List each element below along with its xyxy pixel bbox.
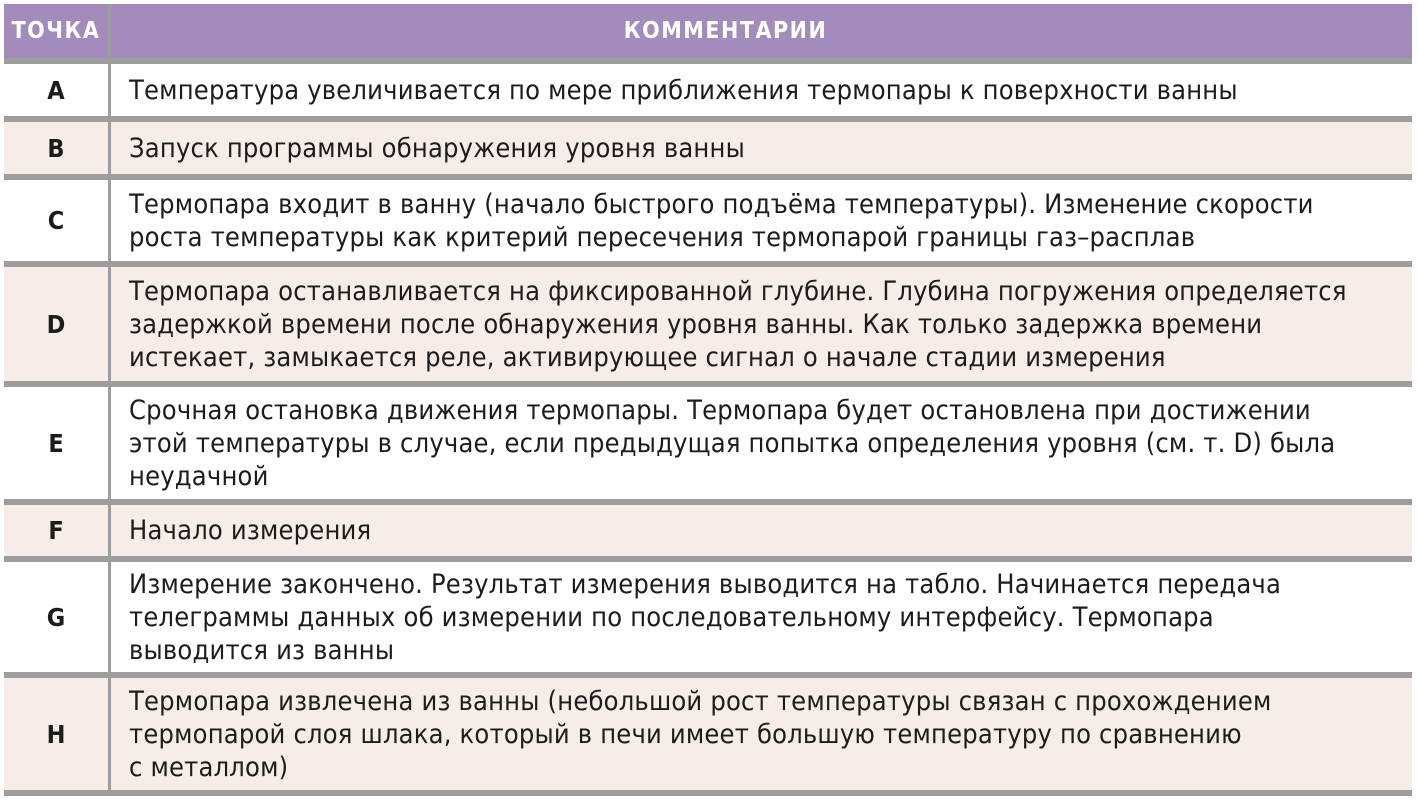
comment-text: Температура увеличивается по мере приближения термопары к поверхности ванны — [129, 74, 1238, 106]
point-label: F — [4, 505, 111, 556]
header-point: ТОЧКА — [4, 4, 111, 58]
point-label: C — [4, 180, 111, 261]
table-row — [4, 387, 1412, 505]
point-label: D — [4, 267, 111, 381]
comment-cell — [111, 122, 1412, 174]
comment-cell — [111, 180, 1412, 261]
comment-cell — [111, 267, 1412, 381]
point-label: B — [4, 122, 111, 174]
point-label: A — [4, 64, 111, 116]
comment-text: Срочная остановка движения термопары. Термопара будет остановлена при достижении этой температуры в случае, если предыдущая попытка определения уровня (см. т. D) была неудачной — [129, 394, 1336, 492]
table-row — [4, 505, 1412, 562]
comment-text: Начало измерения — [129, 515, 372, 546]
comment-text: Запуск программы обнаружения уровня ванны — [129, 132, 745, 164]
comment-text: Термопара останавливается на фиксированной глубине. Глубина погружения определяется задержкой времени после обнаружения уровня ванны. Как только задержка времени истекает, замыкается реле, активирующее сигнал о начале стадии измерения — [129, 275, 1347, 373]
comment-cell — [111, 562, 1412, 672]
point-label: E — [4, 387, 111, 499]
comment-text: Термопара извлечена из ванны (небольшой рост температуры связан с прохождением термопарой слоя шлака, который в печи имеет большую температуру по сравнению с металлом) — [129, 685, 1272, 783]
comment-cell — [111, 387, 1412, 499]
comment-text: Термопара входит в ванну (начало быстрого подъёма температуры). Изменение скорости роста температуры как критерий пересечения термопарой границы газ–расплав — [129, 188, 1314, 253]
table-row — [4, 122, 1412, 180]
header-comment: КОММЕНТАРИИ — [623, 17, 828, 44]
point-label: G — [4, 562, 111, 672]
table-row — [4, 562, 1412, 678]
comment-cell — [111, 505, 1412, 556]
table-row — [4, 180, 1412, 267]
table-header — [4, 4, 1412, 64]
table-row — [4, 267, 1412, 387]
table-row — [4, 678, 1412, 796]
point-label: H — [4, 678, 111, 790]
comment-cell — [111, 64, 1412, 116]
comment-text: Измерение закончено. Результат измерения выводится на табло. Начинается передача телеграммы данных об измерении по последовательному интерфейсу. Термопара выводится из ванны — [129, 568, 1282, 666]
comment-cell — [111, 678, 1412, 790]
table-row — [4, 64, 1412, 122]
comments-table — [4, 4, 1412, 796]
